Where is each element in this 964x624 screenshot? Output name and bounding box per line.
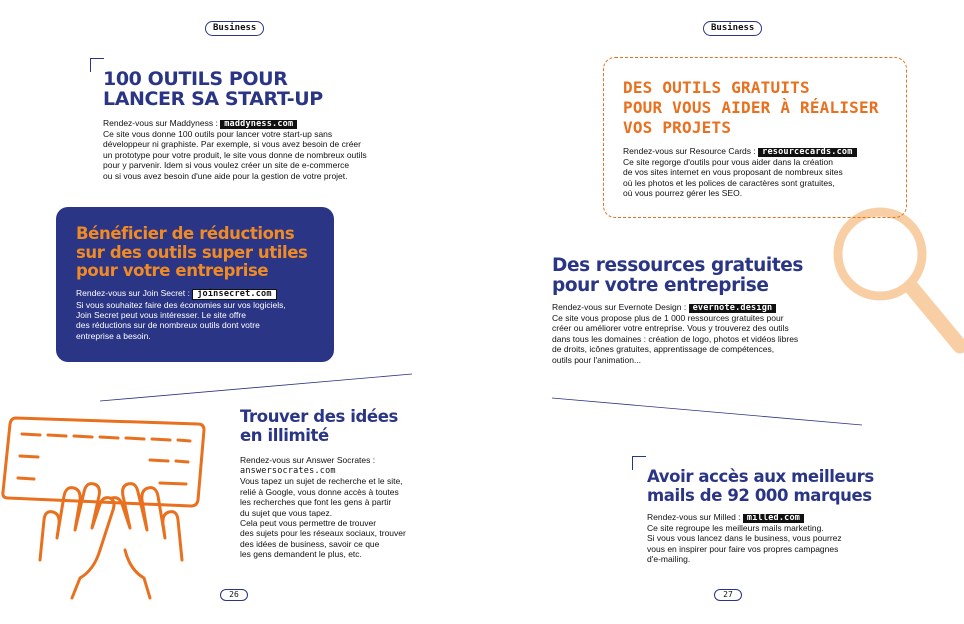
url-link[interactable]: milled.com: [743, 514, 804, 523]
category-badge: Business: [703, 21, 762, 36]
section-title: DES OUTILS GRATUITS POUR VOUS AIDER À RÉALISER VOS PROJETS: [623, 78, 879, 137]
section-title: Des ressources gratuites pour votre entreprise: [552, 255, 804, 296]
url-link[interactable]: evernote.design: [689, 304, 777, 313]
corner-bracket: [632, 456, 646, 470]
url-link[interactable]: resourcecards.com: [758, 148, 856, 157]
page-number: 26: [220, 589, 248, 601]
category-badge: Business: [205, 21, 264, 36]
right-page: [482, 0, 964, 624]
url-link[interactable]: joinsecret.com: [192, 289, 276, 300]
section-title: 100 OUTILS POUR LANCER SA START-UP: [103, 68, 323, 110]
page-number: 27: [714, 589, 742, 601]
section-marketing-mails: [647, 467, 874, 565]
section-title: Trouver des idées en illimité: [240, 407, 398, 445]
section-body: Rendez-vous sur Join Secret : joinsecret.com Si vous souhaitez faire des économies sur vos logiciels, Join Secret peut vous intéresser. Le site offre des réductions sur de nombreux outils dont votre entreprise a besoin.: [76, 287, 286, 341]
section-body: Rendez-vous sur Maddyness : maddyness.com Ce site vous donne 100 outils pour lancer votre start-up sans développeur ni graphiste. Par exemple, si vous avez besoin de créer un prototype pour votre produit, le site vous donne de nombreux outils pour y parvenir. Idem si vous voulez créer un site de e-commerce ou si vous avez besoin d'une aide pour la gestion de votre projet.: [103, 118, 367, 181]
section-title: Avoir accès aux meilleurs mails de 92 000 marques: [647, 467, 874, 505]
section-body: Rendez-vous sur Milled : milled.com Ce site regroupe les meilleurs mails marketing. Si vous vous lancez dans le business, vous pourrez vous en inspirer pour faire vos propres campagnes d'e-mailing.: [647, 512, 842, 565]
section-body: Rendez-vous sur Evernote Design : evernote.design Ce site vous propose plus de 1 000 ressources gratuites pour créer ou améliorer votre entreprise. Vous y trouverez des outils dans tous les domaines : création de logo, photos et vidéos libres de droits, icônes gratuites, apprentissage de compétences, outils pour l'animation...: [552, 302, 799, 365]
url-link[interactable]: answersocrates.com: [240, 466, 336, 477]
keyboard-hands-icon: [0, 400, 215, 600]
section-ideas: [240, 408, 406, 560]
section-title: Bénéficier de réductions sur des outils super utiles pour votre entreprise: [76, 224, 308, 280]
section-body: Rendez-vous sur Resource Cards : resourcecards.com Ce site regorge d'outils pour vous aider dans la création de vos sites internet en vous proposant de nombreux sites où les photos et les polices de caractères sont gratuites, où vous pourrez gérer les SEO.: [623, 146, 906, 199]
section-body: Rendez-vous sur Answer Socrates : answersocrates.com Vous tapez un sujet de recherche et le site, relié à Google, vous donne accès à toutes les recherches que font les gens à partir du sujet que vous tapez. Cela peut vous permettre de trouver des sujets pour les réseaux sociaux, trouver des idées de business, savoir ce que les gens demandent le plus, etc.: [240, 455, 406, 560]
url-link[interactable]: maddyness.com: [220, 120, 297, 129]
